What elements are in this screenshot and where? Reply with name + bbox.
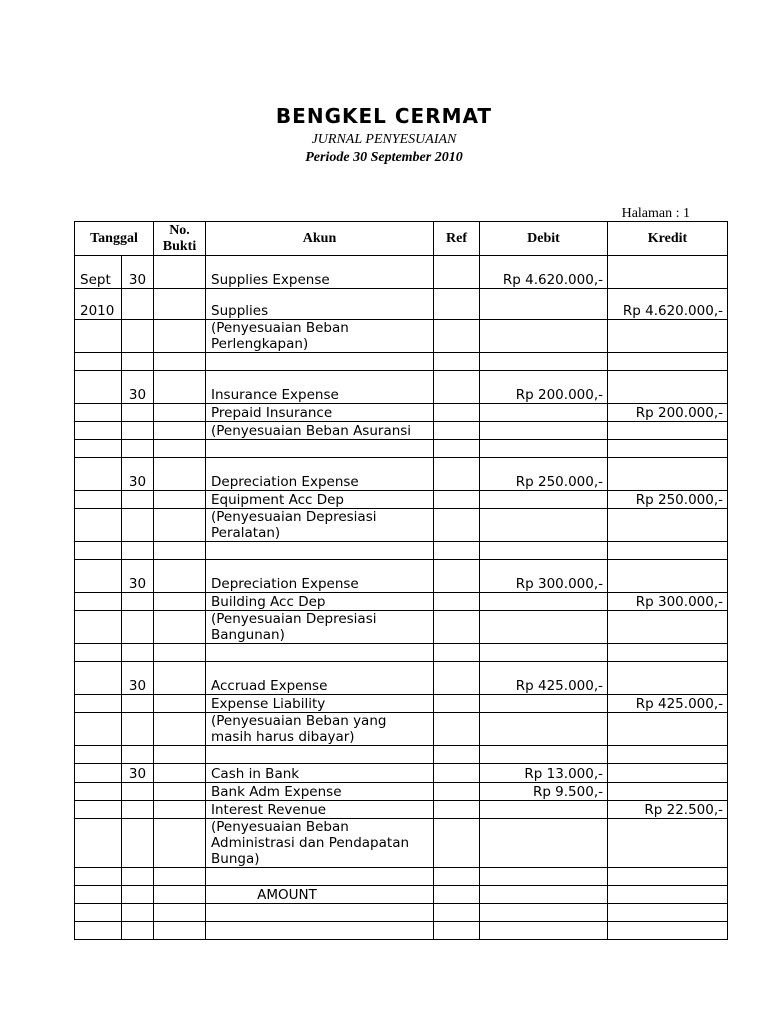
cell-no-bukti — [154, 371, 206, 404]
cell-debit: Rp 200.000,- — [480, 371, 608, 404]
cell-no-bukti — [154, 404, 206, 422]
cell-kredit — [608, 746, 728, 764]
cell-ref — [434, 662, 480, 695]
table-header-row — [75, 222, 728, 256]
table-row — [75, 904, 728, 922]
table-row — [75, 593, 728, 611]
cell-ref — [434, 491, 480, 509]
cell-debit — [480, 353, 608, 371]
cell-kredit — [608, 886, 728, 904]
cell-kredit — [608, 783, 728, 801]
table-row — [75, 801, 728, 819]
table-row — [75, 560, 728, 593]
cell-debit — [480, 868, 608, 886]
table-row — [75, 371, 728, 404]
cell-month — [75, 440, 122, 458]
cell-kredit — [608, 764, 728, 783]
cell-kredit — [608, 509, 728, 542]
cell-debit: Rp 250.000,- — [480, 458, 608, 491]
cell-day — [122, 542, 154, 560]
cell-debit — [480, 644, 608, 662]
cell-ref — [434, 256, 480, 289]
column-header-akun: Akun — [206, 222, 434, 256]
cell-debit — [480, 289, 608, 320]
cell-month — [75, 922, 122, 940]
column-header-ref: Ref — [434, 222, 480, 256]
journal-period: Periode 30 September 2010 — [305, 150, 463, 165]
cell-day: 30 — [122, 371, 154, 404]
cell-month — [75, 868, 122, 886]
cell-ref — [434, 904, 480, 922]
cell-no-bukti — [154, 611, 206, 644]
table-row — [75, 764, 728, 783]
cell-kredit — [608, 256, 728, 289]
cell-ref — [434, 320, 480, 353]
cell-day: 30 — [122, 256, 154, 289]
cell-no-bukti — [154, 422, 206, 440]
cell-month — [75, 695, 122, 713]
cell-month — [75, 542, 122, 560]
cell-ref — [434, 353, 480, 371]
cell-kredit — [608, 560, 728, 593]
cell-akun: Expense Liability — [206, 695, 434, 713]
cell-kredit: Rp 250.000,- — [608, 491, 728, 509]
cell-akun: Cash in Bank — [206, 764, 434, 783]
column-header-kredit: Kredit — [608, 222, 728, 256]
cell-ref — [434, 611, 480, 644]
cell-no-bukti — [154, 256, 206, 289]
cell-day — [122, 819, 154, 868]
table-row — [75, 611, 728, 644]
cell-ref — [434, 644, 480, 662]
cell-debit — [480, 422, 608, 440]
cell-day — [122, 868, 154, 886]
cell-ref — [434, 868, 480, 886]
cell-akun: Equipment Acc Dep — [206, 491, 434, 509]
cell-day — [122, 593, 154, 611]
cell-no-bukti — [154, 593, 206, 611]
cell-kredit — [608, 542, 728, 560]
cell-ref — [434, 404, 480, 422]
table-row — [75, 256, 728, 289]
cell-ref — [434, 560, 480, 593]
cell-akun — [206, 644, 434, 662]
cell-month — [75, 611, 122, 644]
cell-debit: Rp 425.000,- — [480, 662, 608, 695]
cell-akun: (Penyesuaian Beban Administrasi dan Pendapatan Bunga) — [206, 819, 434, 868]
cell-month — [75, 783, 122, 801]
cell-kredit — [608, 713, 728, 746]
cell-kredit: Rp 4.620.000,- — [608, 289, 728, 320]
table-row — [75, 783, 728, 801]
cell-month — [75, 904, 122, 922]
cell-no-bukti — [154, 320, 206, 353]
cell-kredit — [608, 371, 728, 404]
cell-debit — [480, 819, 608, 868]
cell-debit — [480, 404, 608, 422]
cell-month — [75, 746, 122, 764]
cell-no-bukti — [154, 644, 206, 662]
cell-month — [75, 764, 122, 783]
cell-akun: Depreciation Expense — [206, 458, 434, 491]
cell-debit — [480, 904, 608, 922]
cell-debit — [480, 922, 608, 940]
cell-debit — [480, 320, 608, 353]
cell-no-bukti — [154, 662, 206, 695]
cell-kredit — [608, 904, 728, 922]
cell-akun — [206, 922, 434, 940]
cell-ref — [434, 593, 480, 611]
cell-no-bukti — [154, 904, 206, 922]
cell-debit — [480, 509, 608, 542]
cell-no-bukti — [154, 289, 206, 320]
cell-month: 2010 — [75, 289, 122, 320]
cell-month — [75, 371, 122, 404]
cell-day — [122, 713, 154, 746]
cell-day — [122, 922, 154, 940]
cell-akun — [206, 353, 434, 371]
table-row — [75, 868, 728, 886]
cell-month — [75, 491, 122, 509]
cell-no-bukti — [154, 440, 206, 458]
cell-month — [75, 713, 122, 746]
cell-day — [122, 491, 154, 509]
cell-akun: Accruad Expense — [206, 662, 434, 695]
table-row — [75, 440, 728, 458]
cell-akun: Supplies — [206, 289, 434, 320]
table-row — [75, 289, 728, 320]
cell-day — [122, 611, 154, 644]
cell-ref — [434, 783, 480, 801]
cell-ref — [434, 422, 480, 440]
cell-day — [122, 886, 154, 904]
cell-ref — [434, 764, 480, 783]
table-row — [75, 320, 728, 353]
cell-debit: Rp 300.000,- — [480, 560, 608, 593]
cell-akun: (Penyesuaian Depresiasi Bangunan) — [206, 611, 434, 644]
cell-no-bukti — [154, 819, 206, 868]
cell-day — [122, 289, 154, 320]
table-row — [75, 509, 728, 542]
page-number: Halaman : 1 — [621, 206, 690, 221]
cell-ref — [434, 713, 480, 746]
cell-kredit — [608, 644, 728, 662]
cell-month — [75, 593, 122, 611]
cell-debit: Rp 4.620.000,- — [480, 256, 608, 289]
table-row — [75, 491, 728, 509]
cell-day — [122, 440, 154, 458]
cell-day — [122, 695, 154, 713]
cell-kredit — [608, 819, 728, 868]
cell-ref — [434, 371, 480, 404]
cell-month — [75, 458, 122, 491]
cell-no-bukti — [154, 458, 206, 491]
cell-month — [75, 509, 122, 542]
cell-akun: AMOUNT — [206, 886, 434, 904]
cell-month — [75, 320, 122, 353]
cell-debit — [480, 886, 608, 904]
cell-day — [122, 320, 154, 353]
cell-ref — [434, 695, 480, 713]
cell-akun: (Penyesuaian Beban yang masih harus dibayar) — [206, 713, 434, 746]
cell-debit — [480, 695, 608, 713]
cell-ref — [434, 458, 480, 491]
cell-akun — [206, 868, 434, 886]
table-row — [75, 713, 728, 746]
cell-debit — [480, 746, 608, 764]
cell-day — [122, 783, 154, 801]
cell-ref — [434, 440, 480, 458]
cell-day — [122, 404, 154, 422]
cell-akun: (Penyesuaian Beban Asuransi — [206, 422, 434, 440]
cell-debit — [480, 491, 608, 509]
table-row — [75, 644, 728, 662]
table-row — [75, 353, 728, 371]
cell-day — [122, 801, 154, 819]
table-row — [75, 542, 728, 560]
cell-kredit: Rp 200.000,- — [608, 404, 728, 422]
cell-no-bukti — [154, 560, 206, 593]
cell-month — [75, 662, 122, 695]
table-row — [75, 458, 728, 491]
cell-ref — [434, 886, 480, 904]
cell-akun: Bank Adm Expense — [206, 783, 434, 801]
cell-akun: Insurance Expense — [206, 371, 434, 404]
cell-debit — [480, 611, 608, 644]
cell-akun — [206, 440, 434, 458]
cell-debit — [480, 593, 608, 611]
cell-debit: Rp 9.500,- — [480, 783, 608, 801]
no-bukti-line2: Bukti — [162, 238, 197, 254]
cell-debit: Rp 13.000,- — [480, 764, 608, 783]
cell-kredit — [608, 922, 728, 940]
cell-no-bukti — [154, 509, 206, 542]
cell-no-bukti — [154, 886, 206, 904]
cell-no-bukti — [154, 542, 206, 560]
table-row — [75, 695, 728, 713]
cell-debit — [480, 440, 608, 458]
cell-akun: (Penyesuaian Depresiasi Peralatan) — [206, 509, 434, 542]
cell-day: 30 — [122, 458, 154, 491]
cell-ref — [434, 801, 480, 819]
cell-month — [75, 353, 122, 371]
cell-month — [75, 422, 122, 440]
no-bukti-line1: No. — [169, 222, 190, 238]
cell-ref — [434, 509, 480, 542]
cell-month — [75, 404, 122, 422]
table-row — [75, 819, 728, 868]
table-row — [75, 662, 728, 695]
cell-day: 30 — [122, 764, 154, 783]
cell-ref — [434, 922, 480, 940]
cell-debit — [480, 542, 608, 560]
journal-title: JURNAL PENYESUAIAN — [311, 132, 457, 147]
cell-akun — [206, 904, 434, 922]
cell-akun — [206, 542, 434, 560]
cell-akun: Supplies Expense — [206, 256, 434, 289]
column-header-tanggal: Tanggal — [75, 222, 154, 256]
cell-day — [122, 509, 154, 542]
cell-day: 30 — [122, 662, 154, 695]
company-title: BENGKEL CERMAT — [275, 104, 493, 128]
cell-kredit — [608, 353, 728, 371]
table-row — [75, 746, 728, 764]
cell-kredit: Rp 22.500,- — [608, 801, 728, 819]
cell-debit — [480, 801, 608, 819]
table-row — [75, 404, 728, 422]
cell-no-bukti — [154, 491, 206, 509]
cell-no-bukti — [154, 783, 206, 801]
cell-month — [75, 644, 122, 662]
cell-month — [75, 560, 122, 593]
cell-akun: Building Acc Dep — [206, 593, 434, 611]
cell-akun: Interest Revenue — [206, 801, 434, 819]
cell-kredit: Rp 300.000,- — [608, 593, 728, 611]
cell-no-bukti — [154, 868, 206, 886]
cell-month — [75, 819, 122, 868]
cell-month: Sept — [75, 256, 122, 289]
cell-day — [122, 422, 154, 440]
column-header-no-bukti — [154, 222, 206, 256]
cell-no-bukti — [154, 746, 206, 764]
cell-kredit — [608, 662, 728, 695]
cell-ref — [434, 289, 480, 320]
cell-akun: (Penyesuaian Beban Perlengkapan) — [206, 320, 434, 353]
adjusting-journal-table — [74, 221, 728, 940]
cell-ref — [434, 819, 480, 868]
cell-no-bukti — [154, 801, 206, 819]
cell-day — [122, 904, 154, 922]
cell-day — [122, 644, 154, 662]
cell-ref — [434, 746, 480, 764]
table-row — [75, 422, 728, 440]
cell-debit — [480, 713, 608, 746]
cell-akun — [206, 746, 434, 764]
cell-kredit: Rp 425.000,- — [608, 695, 728, 713]
cell-kredit — [608, 611, 728, 644]
cell-ref — [434, 542, 480, 560]
column-header-debit: Debit — [480, 222, 608, 256]
cell-no-bukti — [154, 353, 206, 371]
cell-no-bukti — [154, 713, 206, 746]
cell-day: 30 — [122, 560, 154, 593]
cell-day — [122, 353, 154, 371]
cell-no-bukti — [154, 695, 206, 713]
cell-no-bukti — [154, 922, 206, 940]
cell-akun: Prepaid Insurance — [206, 404, 434, 422]
cell-month — [75, 886, 122, 904]
cell-kredit — [608, 458, 728, 491]
cell-kredit — [608, 422, 728, 440]
table-row — [75, 922, 728, 940]
cell-kredit — [608, 320, 728, 353]
cell-month — [75, 801, 122, 819]
cell-no-bukti — [154, 764, 206, 783]
cell-kredit — [608, 440, 728, 458]
cell-akun: Depreciation Expense — [206, 560, 434, 593]
cell-kredit — [608, 868, 728, 886]
cell-day — [122, 746, 154, 764]
table-row — [75, 886, 728, 904]
